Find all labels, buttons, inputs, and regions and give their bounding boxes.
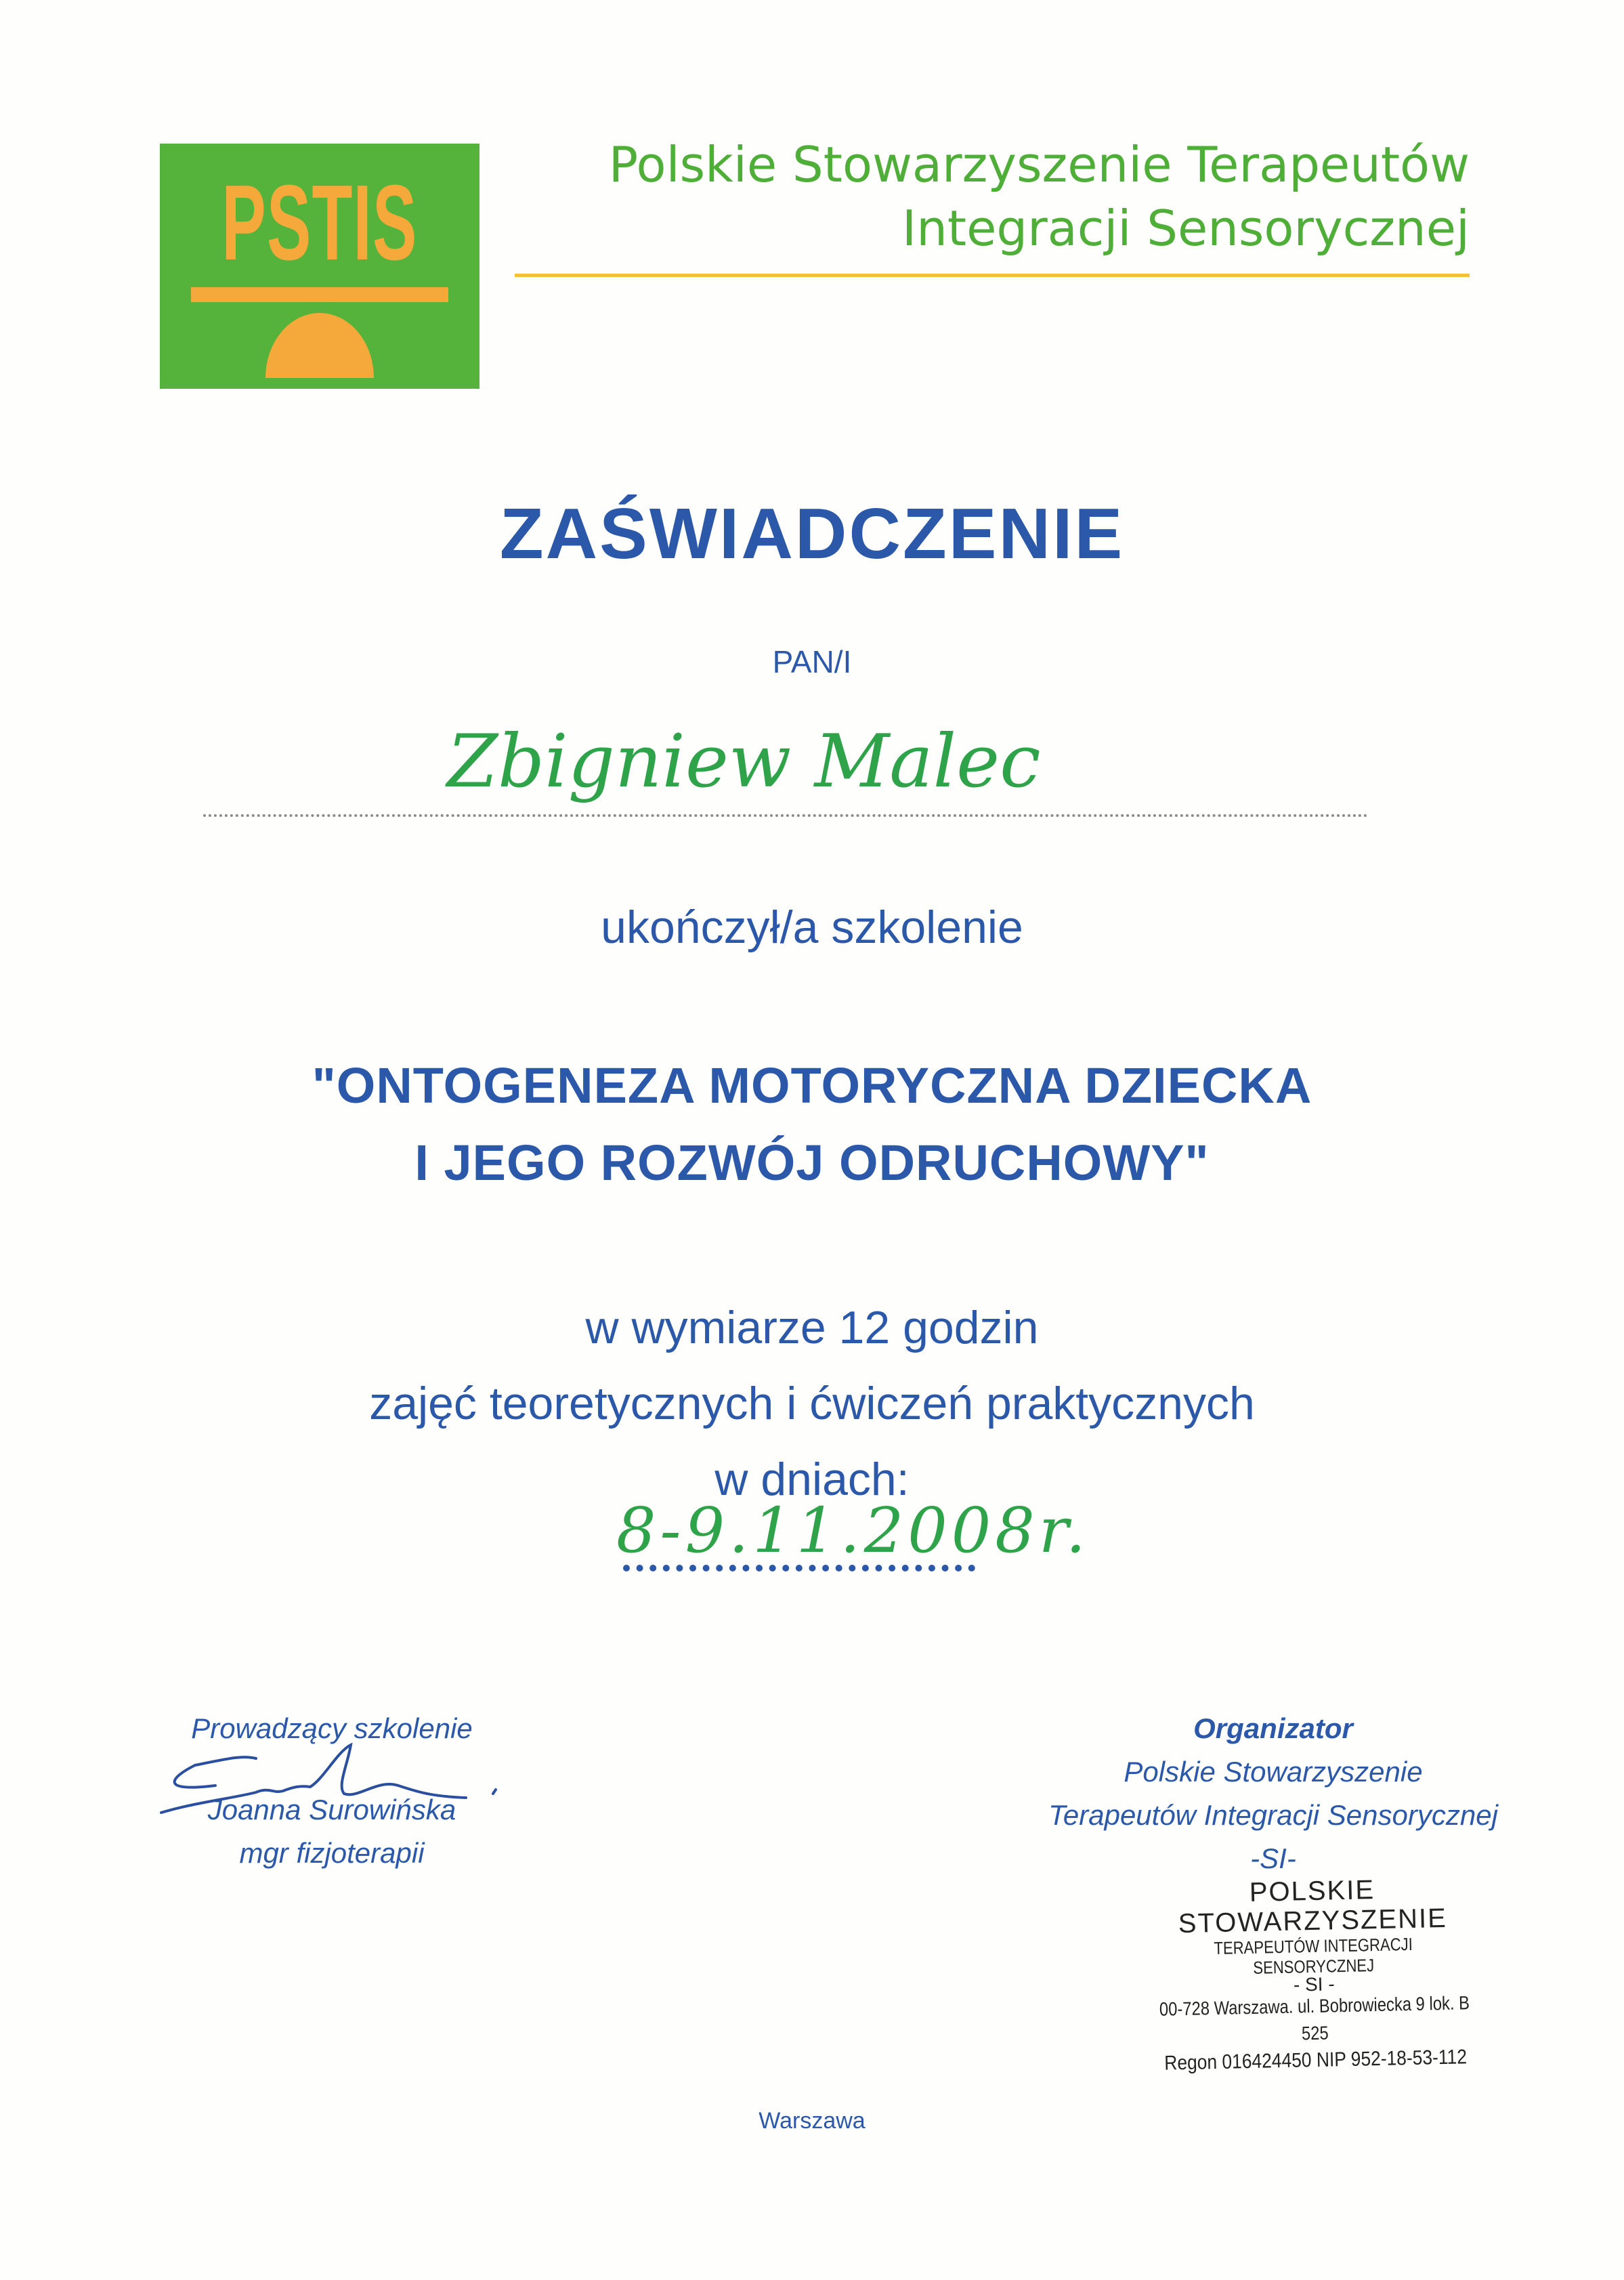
footer-city: Warszawa bbox=[758, 2108, 866, 2134]
org-name-line2: Integracji Sensorycznej bbox=[901, 200, 1470, 257]
course-title-line1: "ONTOGENEZA MOTORYCZNA DZIECKA bbox=[312, 1057, 1312, 1114]
stamp-address: 00-728 Warszawa. ul. Bobrowiecka 9 lok. B 525 bbox=[1159, 1992, 1470, 2044]
stamp-line1: POLSKIE STOWARZYSZENIE bbox=[1178, 1875, 1448, 1939]
logo-seesaw-bar-icon bbox=[191, 287, 448, 302]
stamp-line2: TERAPEUTÓW INTEGRACJI SENSORYCZNEJ bbox=[1214, 1933, 1413, 1978]
name-dotted-line bbox=[203, 814, 1368, 817]
instructor-label: Prowadzący szkolenie bbox=[191, 1712, 473, 1744]
recipient-name: Zbigniew Malec bbox=[447, 719, 1041, 804]
pstis-logo bbox=[160, 144, 479, 389]
instructor-title: mgr fizjoterapii bbox=[239, 1837, 425, 1869]
signature-icon bbox=[154, 1738, 520, 1819]
organizer-line2: Terapeutów Integracji Sensorycznej bbox=[1048, 1799, 1498, 1831]
organization-stamp bbox=[1122, 1872, 1505, 2078]
header-divider bbox=[515, 274, 1470, 277]
instructor-name: Joanna Surowińska bbox=[207, 1794, 456, 1825]
salutation: PAN/I bbox=[772, 644, 852, 679]
date-dotted-line bbox=[623, 1565, 975, 1571]
certificate-title: ZAŚWIADCZENIE bbox=[499, 494, 1125, 574]
logo-dome-icon bbox=[265, 313, 374, 378]
organizer-block bbox=[1016, 1707, 1531, 1880]
detail-hours: w wymiarze 12 godzin bbox=[585, 1302, 1039, 1353]
logo-text: PSTIS bbox=[221, 163, 418, 282]
organizer-line3: -SI- bbox=[1250, 1842, 1296, 1874]
detail-dates-label: w dniach: bbox=[714, 1454, 910, 1505]
course-title-line2: I JEGO ROZWÓJ ODRUCHOWY" bbox=[414, 1135, 1210, 1191]
stamp-line3: - SI - bbox=[1293, 1973, 1335, 1996]
course-details bbox=[0, 1290, 1624, 1517]
stamp-registry: Regon 016424450 NIP 952-18-53-112 bbox=[1163, 2046, 1468, 2075]
detail-type: zajęć teoretycznych i ćwiczeń praktycznych bbox=[369, 1378, 1255, 1429]
organizer-line1: Polskie Stowarzyszenie bbox=[1124, 1756, 1423, 1788]
course-dates: 8-9.11.2008r. bbox=[616, 1494, 1090, 1567]
org-name-line1: Polskie Stowarzyszenie Terapeutów bbox=[608, 136, 1470, 193]
organizer-label: Organizator bbox=[1193, 1712, 1353, 1744]
completed-text: ukończył/a szkolenie bbox=[601, 902, 1023, 953]
course-title bbox=[0, 1047, 1624, 1202]
organization-header bbox=[507, 133, 1470, 260]
